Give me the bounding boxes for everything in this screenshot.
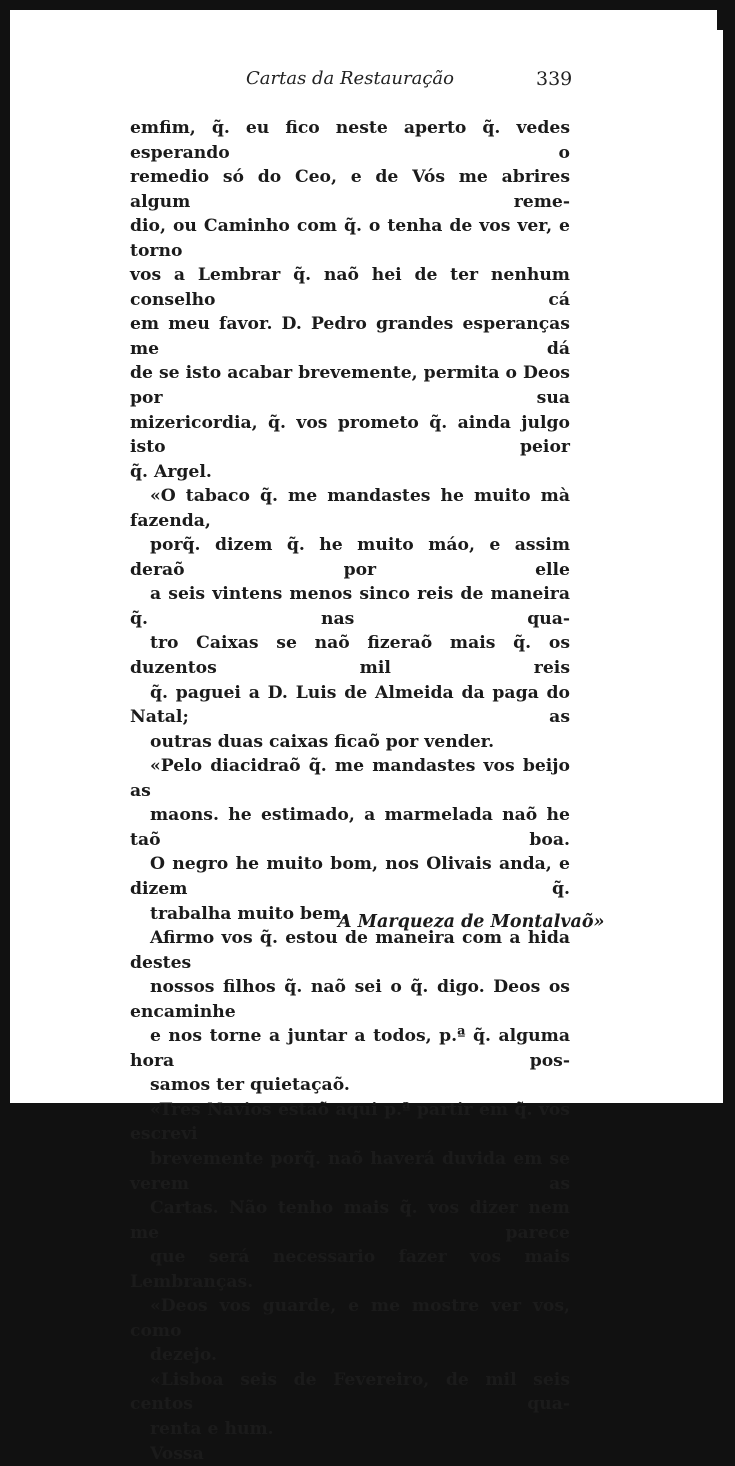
text-line: dezejo. [150,1345,218,1366]
page-number: 339 [536,68,573,90]
text-line: e nos torne a juntar a todos, p.ª q̃. alguma hora pos- [130,1026,570,1071]
paragraph-6 [130,1294,570,1368]
text-line: Cartas. Não tenho mais q̃. vos dizer nem me parece [130,1198,570,1243]
text-line: trabalha muito bem. [150,903,348,924]
text-line: mizericordia, q̃. vos prometo q̃. ainda julgo isto peior [130,412,570,458]
book-page [10,10,723,1464]
text-line: «Pelo diacidraõ q̃. me mandastes vos beijo as [130,756,570,801]
text-line: maons. he estimado, a marmelada naõ he taõ boa. [130,805,570,850]
text-line: q̃. Argel. [130,461,212,482]
text-line: outras duas caixas ficaõ por vender. [150,731,495,752]
text-line: renta e hum. [150,1418,274,1439]
paragraph-7 [130,1368,570,1442]
paragraph-4 [130,926,570,1098]
text-line: samos ter quietaçaõ. [150,1075,350,1096]
body-text [130,116,570,1466]
paragraph-2 [130,484,570,754]
text-line: «Deos vos guarde, e me mostre ver vos, como [130,1296,570,1341]
text-line: porq̃. dizem q̃. he muito máo, e assim deraõ por elle [130,535,570,580]
text-line: em meu favor. D. Pedro grandes esperanças me dá [130,314,570,359]
text-line: «Tres Navios estaõ aqui p.ª partir em q̃. vos escrevi [130,1099,570,1145]
paragraph-5 [130,1098,570,1294]
paragraph-3 [130,754,570,926]
text-line: nossos filhos q̃. naõ sei o q̃. digo. Deos os encaminhe [130,977,570,1022]
text-line: remedio só do Ceo, e de Vós me abrires algum reme- [130,167,570,212]
text-line: tro Caixas se naõ fizeraõ mais q̃. os duzentos mil reis [130,633,570,679]
scan-edge [717,10,723,30]
text-line: de se isto acabar brevemente, permita o Deos por sua [130,363,570,409]
text-line: O negro he muito bom, nos Olivais anda, e dizem q̃. [130,854,570,899]
text-line: q̃. paguei a D. Luis de Almeida da paga do Natal; as [130,682,570,728]
text-line: dio, ou Caminho com q̃. o tenha de vos ver, e torno [130,216,570,261]
running-title: Cartas da Restauração [246,68,454,89]
text-line: a seis vintens menos sinco reis de maneira q̃. nas qua- [130,584,570,629]
text-line: vos a Lembrar q̃. naõ hei de ter nenhum conselho cá [130,265,570,310]
text-line: brevemente porq̃. naõ haverá duvida em se verem as [130,1148,570,1194]
running-head [10,68,723,92]
text-line: «O tabaco q̃. me mandastes he muito mà fazenda, [130,486,570,531]
signature: A Marqueza de Montalvaõ» [338,912,605,932]
closing-word: Vossa [150,1443,204,1464]
text-line: «Lisboa seis de Fevereiro, de mil seis centos qua- [130,1369,570,1415]
text-line: Afirmo vos q̃. estou de maneira com a hida destes [130,928,570,973]
text-line: que será necessario fazer vos mais Lembranças. [130,1247,570,1292]
paragraph-1 [130,116,570,484]
text-line: emfim, q̃. eu fico neste aperto q̃. vedes esperando o [130,118,570,163]
